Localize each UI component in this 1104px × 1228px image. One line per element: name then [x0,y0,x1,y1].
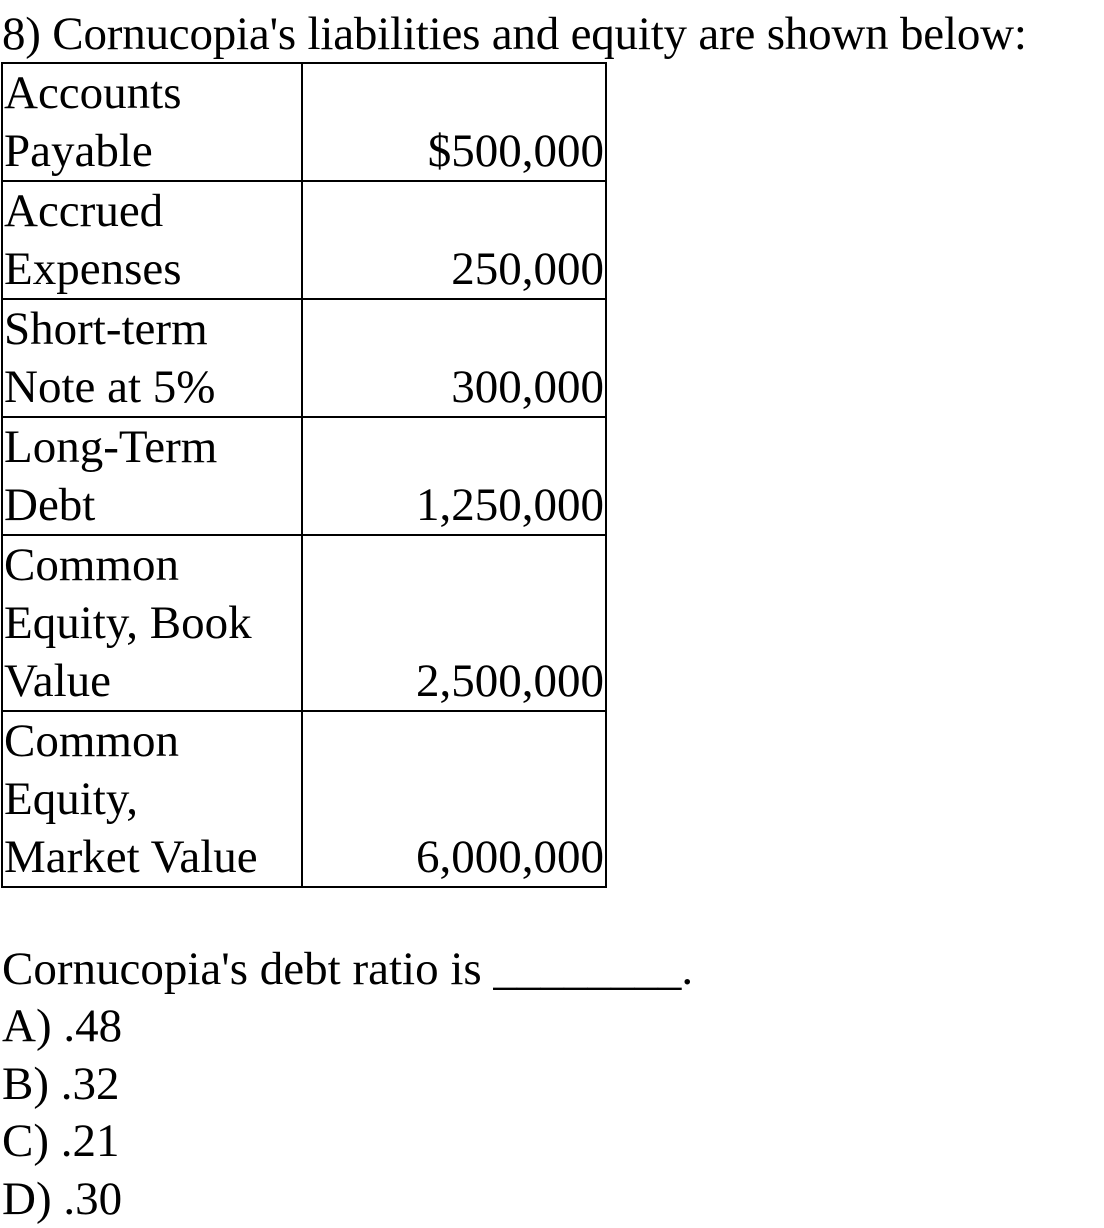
question-title: 8) Cornucopia's liabilities and equity are shown below: [2,8,1027,60]
row-value: 6,000,000 [302,711,606,887]
row-value: 2,500,000 [302,535,606,711]
row-value: 300,000 [302,299,606,417]
table-row [2,417,606,535]
row-label-line: Debt [4,476,301,534]
row-label-line: Common [4,712,301,770]
row-label-line: Value [4,652,301,710]
row-label-line: Note at 5% [4,358,301,416]
row-value: $500,000 [302,63,606,181]
row-label-line: Expenses [4,240,301,298]
row-label-line: Accrued [4,182,301,240]
row-label [2,299,302,417]
table-row [2,535,606,711]
row-label [2,63,302,181]
row-value: 250,000 [302,181,606,299]
row-label [2,535,302,711]
row-label-line: Equity, [4,770,301,828]
answer-option-a[interactable]: A) .48 [2,998,122,1056]
answer-option-c[interactable]: C) .21 [2,1113,122,1171]
row-label [2,417,302,535]
row-label [2,711,302,887]
row-label [2,181,302,299]
row-label-line: Accounts [4,64,301,122]
answer-option-d[interactable]: D) .30 [2,1171,122,1228]
answer-option-b[interactable]: B) .32 [2,1056,122,1114]
row-label-line: Long-Term [4,418,301,476]
question-prompt: Cornucopia's debt ratio is ________. [2,940,693,998]
table-row [2,299,606,417]
row-value: 1,250,000 [302,417,606,535]
row-label-line: Short-term [4,300,301,358]
row-label-line: Equity, Book [4,594,301,652]
answer-options [2,998,122,1228]
table-row [2,181,606,299]
table-row [2,63,606,181]
liabilities-equity-table [1,62,607,888]
row-label-line: Payable [4,122,301,180]
table-row [2,711,606,887]
row-label-line: Market Value [4,828,301,886]
row-label-line: Common [4,536,301,594]
